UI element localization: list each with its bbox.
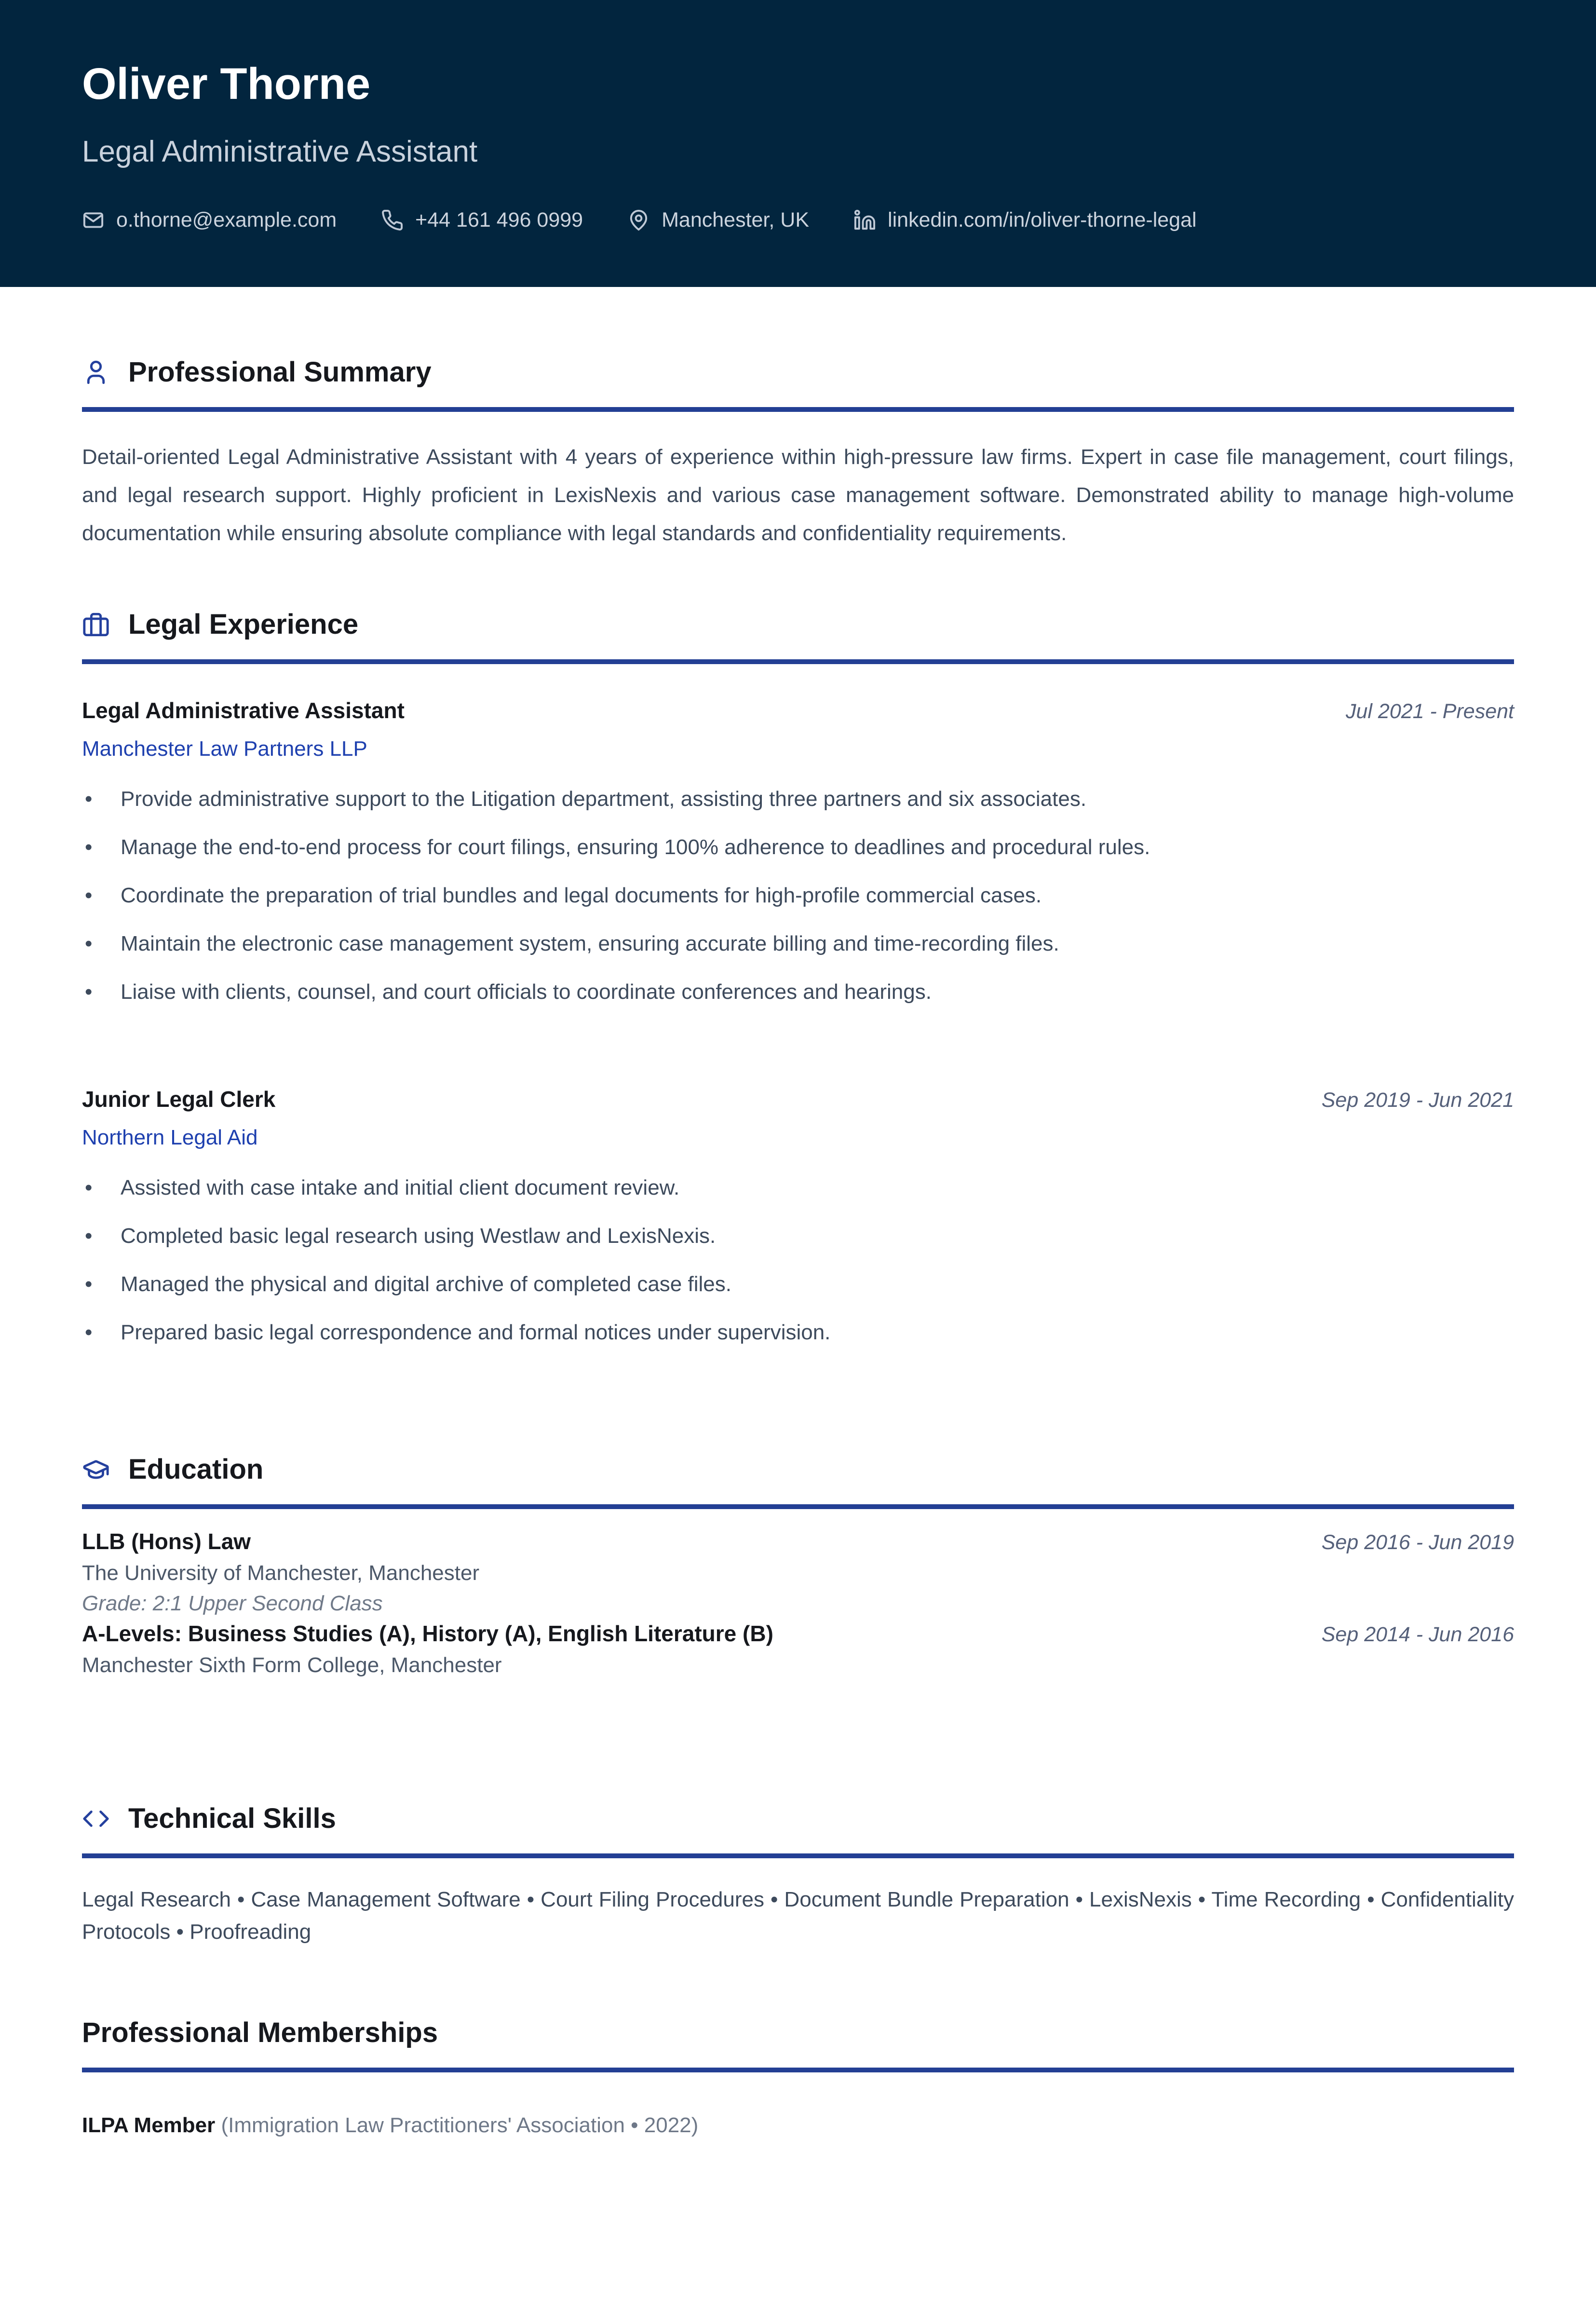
job-bullet: • Maintain the electronic case management system, ensuring accurate billing and time-recording files. bbox=[82, 928, 1514, 959]
section-title: Education bbox=[128, 1454, 264, 1485]
job-entry bbox=[82, 1085, 1514, 1348]
job-company: Manchester Law Partners LLP bbox=[82, 737, 367, 761]
resume-body bbox=[0, 357, 1596, 2140]
section-legal-experience bbox=[82, 609, 1514, 1348]
section-education bbox=[82, 1454, 1514, 1680]
education-entry bbox=[82, 1619, 1514, 1680]
section-heading-row bbox=[82, 609, 1514, 640]
section-title: Technical Skills bbox=[128, 1803, 336, 1834]
grade-line: Grade: 2:1 Upper Second Class bbox=[82, 1592, 383, 1615]
section-divider bbox=[82, 1853, 1514, 1858]
job-bullet: • Managed the physical and digital archive of completed case files. bbox=[82, 1269, 1514, 1300]
section-heading-row bbox=[82, 357, 1514, 388]
phone-icon bbox=[381, 209, 404, 231]
membership-name: ILPA Member bbox=[82, 2113, 216, 2137]
job-entry bbox=[82, 696, 1514, 1008]
contact-row bbox=[82, 207, 1514, 232]
job-bullet: • Completed basic legal research using Westlaw and LexisNexis. bbox=[82, 1221, 1514, 1252]
section-professional-summary bbox=[82, 357, 1514, 552]
section-title: Legal Experience bbox=[128, 609, 359, 640]
job-dates: Jul 2021 - Present bbox=[1346, 700, 1514, 723]
contact-email bbox=[82, 207, 337, 232]
job-bullet-list bbox=[82, 1172, 1514, 1348]
briefcase-icon bbox=[82, 611, 110, 639]
linkedin-icon bbox=[853, 209, 876, 231]
education-entry bbox=[82, 1526, 1514, 1619]
contact-email-text: o.thorne@example.com bbox=[116, 208, 337, 231]
contact-linkedin-text: linkedin.com/in/oliver-thorne-legal bbox=[888, 208, 1197, 231]
mail-icon bbox=[82, 209, 105, 231]
job-bullet: • Liaise with clients, counsel, and court officials to coordinate conferences and hearings. bbox=[82, 977, 1514, 1008]
map-pin-icon bbox=[627, 209, 650, 231]
membership-detail: (Immigration Law Practitioners' Association • 2022) bbox=[221, 2113, 699, 2137]
job-dates: Sep 2019 - Jun 2021 bbox=[1321, 1089, 1514, 1112]
summary-paragraph: Detail-oriented Legal Administrative Assistant with 4 years of experience within high-pressure law firms. Expert in case file management, court filings, and legal research support. Highly proficient in LexisNexis and various case management software. Demonstrated ability to manage high-volume documentation while ensuring absolute compliance with legal standards and confidentiality requirements. bbox=[82, 445, 1514, 545]
code-icon bbox=[82, 1805, 110, 1833]
education-dates: Sep 2014 - Jun 2016 bbox=[1321, 1623, 1514, 1646]
job-title: Legal Administrative Assistant bbox=[82, 698, 405, 723]
contact-phone bbox=[381, 207, 583, 232]
education-dates: Sep 2016 - Jun 2019 bbox=[1321, 1531, 1514, 1554]
user-icon bbox=[82, 358, 110, 386]
school-name: Manchester Sixth Form College, Manchester bbox=[82, 1653, 502, 1677]
job-bullet: • Assisted with case intake and initial client document review. bbox=[82, 1172, 1514, 1203]
job-bullet-list bbox=[82, 784, 1514, 1008]
section-title: Professional Summary bbox=[128, 356, 432, 388]
section-professional-memberships bbox=[82, 2017, 1514, 2140]
contact-location bbox=[627, 207, 809, 232]
header bbox=[0, 0, 1596, 287]
job-title-row bbox=[82, 1085, 1514, 1115]
contact-linkedin bbox=[853, 207, 1197, 232]
section-heading-row bbox=[82, 1454, 1514, 1485]
section-divider bbox=[82, 659, 1514, 664]
degree-title: LLB (Hons) Law bbox=[82, 1529, 251, 1554]
section-heading-row bbox=[82, 2017, 1514, 2048]
job-title-row bbox=[82, 696, 1514, 726]
job-bullet: • Prepared basic legal correspondence and formal notices under supervision. bbox=[82, 1317, 1514, 1348]
contact-phone-text: +44 161 496 0999 bbox=[415, 208, 583, 231]
education-title-row bbox=[82, 1619, 1514, 1650]
section-heading-row bbox=[82, 1803, 1514, 1834]
section-divider bbox=[82, 1504, 1514, 1509]
membership-entry bbox=[82, 2111, 1514, 2140]
skills-list: Legal Research • Case Management Software • Court Filing Procedures • Document Bundle Preparation • LexisNexis • Time Recording • Confidentiality Protocols • Proofreading bbox=[82, 1888, 1514, 1944]
job-company: Northern Legal Aid bbox=[82, 1126, 258, 1149]
school-name: The University of Manchester, Manchester bbox=[82, 1561, 480, 1585]
job-bullet: • Provide administrative support to the Litigation department, assisting three partners and six associates. bbox=[82, 784, 1514, 815]
person-job-title: Legal Administrative Assistant bbox=[82, 135, 478, 168]
section-technical-skills bbox=[82, 1803, 1514, 1948]
section-divider bbox=[82, 2068, 1514, 2072]
job-title: Junior Legal Clerk bbox=[82, 1087, 276, 1112]
section-title: Professional Memberships bbox=[82, 2017, 438, 2048]
job-bullet: • Coordinate the preparation of trial bundles and legal documents for high-profile commercial cases. bbox=[82, 880, 1514, 911]
graduation-cap-icon bbox=[82, 1456, 110, 1484]
job-bullet: • Manage the end-to-end process for court filings, ensuring 100% adherence to deadlines and procedural rules. bbox=[82, 832, 1514, 863]
education-entries bbox=[82, 1526, 1514, 1680]
person-name: Oliver Thorne bbox=[82, 59, 371, 109]
education-title-row bbox=[82, 1526, 1514, 1558]
degree-title: A-Levels: Business Studies (A), History (A), English Literature (B) bbox=[82, 1621, 773, 1646]
section-divider bbox=[82, 407, 1514, 412]
contact-location-text: Manchester, UK bbox=[662, 208, 810, 231]
